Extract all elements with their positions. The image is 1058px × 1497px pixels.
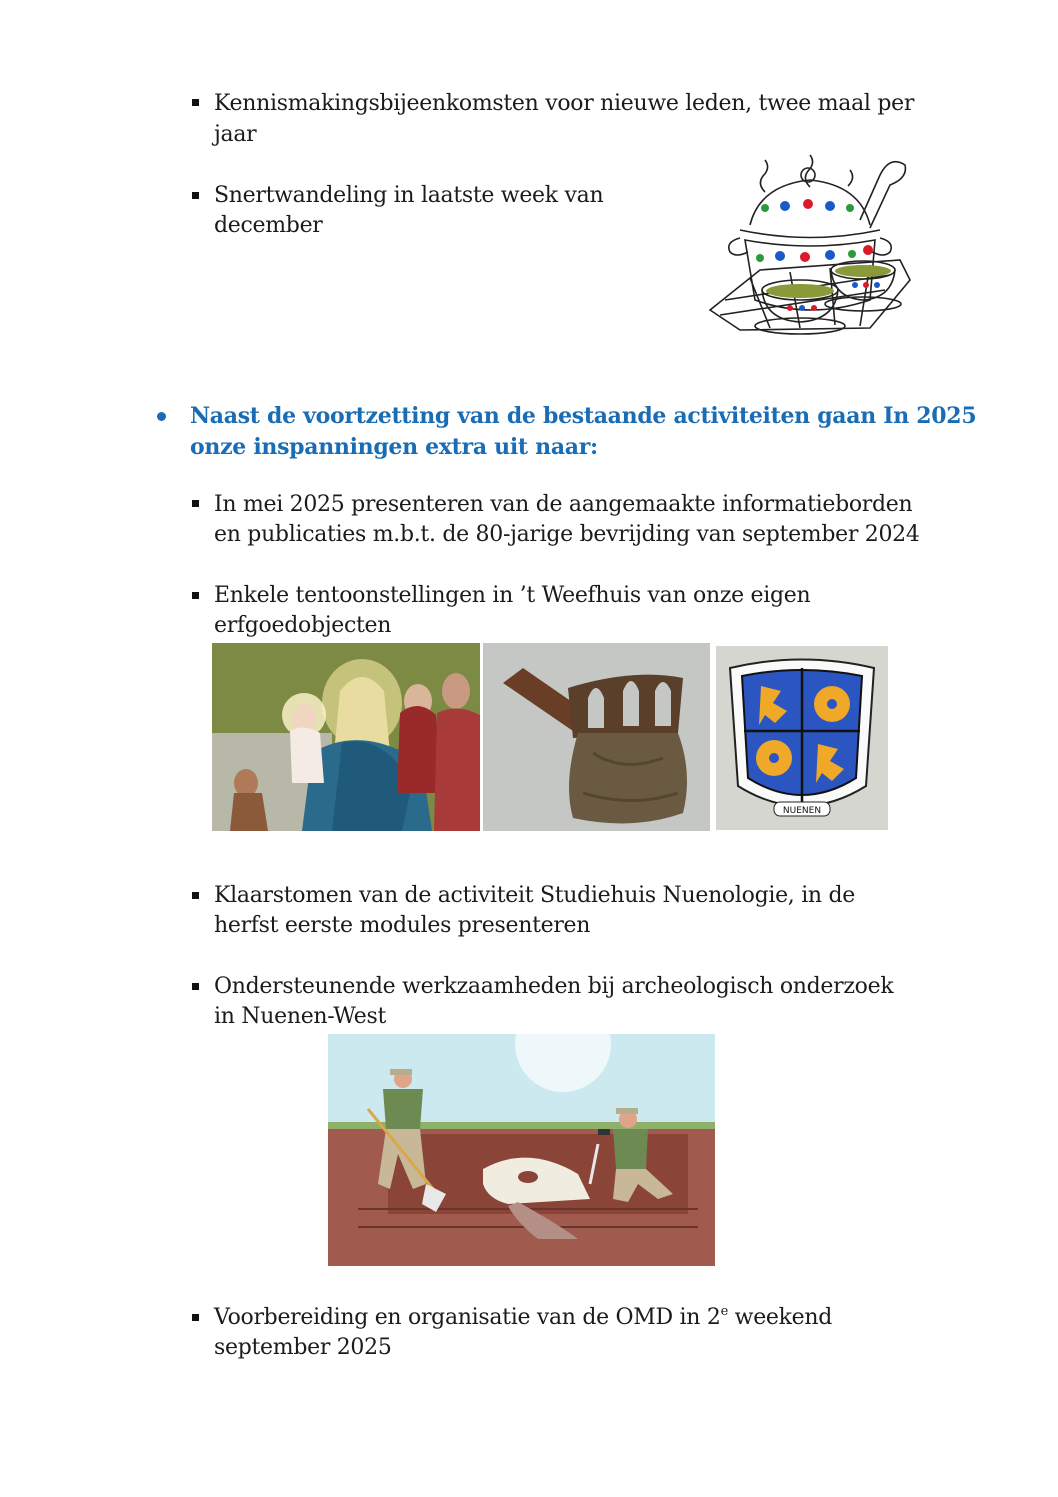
bullet-square-icon <box>192 1314 199 1321</box>
shield-label: NUENEN <box>782 806 822 816</box>
archaeologists-digging-dinosaur-skull-illustration <box>328 1034 715 1266</box>
section-heading-line: Naast de voortzetting van de bestaande activiteiten gaan In 2025 <box>190 403 977 429</box>
list-item-text: Voorbereiding en organisatie van de OMD in 2 <box>214 1305 721 1330</box>
list-item-line <box>214 1303 832 1333</box>
list-item-line: Enkele tentoonstellingen in ’t Weefhuis van onze eigen <box>214 583 811 608</box>
section-heading-line: onze inspanningen extra uit naar: <box>190 434 598 460</box>
antique-tool-image <box>483 643 710 831</box>
list-item-line: herfst eerste modules presenteren <box>214 913 591 938</box>
coat-of-arms-image <box>716 646 888 830</box>
bullet-dot-icon <box>157 412 166 421</box>
list-item-line: september 2025 <box>214 1335 392 1360</box>
list-item-line: In mei 2025 presenteren van de aangemaakte informatieborden <box>214 492 913 517</box>
list-item-line: december <box>214 213 323 238</box>
list-item-line: Snertwandeling in laatste week van <box>214 183 604 208</box>
antique-metal-tool-with-cloth-bag <box>483 643 710 831</box>
list-item-line: Klaarstomen van de activiteit Studiehuis Nuenologie, in de <box>214 883 855 908</box>
bullet-square-icon <box>192 592 199 599</box>
soup-tureen-illustration <box>700 150 920 340</box>
list-item-line: jaar <box>214 122 257 147</box>
list-item-line: en publicaties m.b.t. de 80-jarige bevrijding van september 2024 <box>214 522 920 547</box>
list-item-line: in Nuenen-West <box>214 1004 386 1029</box>
bullet-square-icon <box>192 99 199 106</box>
list-item-line: erfgoedobjecten <box>214 613 392 638</box>
archaeology-dig-image <box>328 1034 715 1266</box>
list-item-line: Ondersteunende werkzaamheden bij archeologisch onderzoek <box>214 974 894 999</box>
bullet-square-icon <box>192 192 199 199</box>
nuenen-coat-of-arms-plaque <box>716 646 888 830</box>
list-item-text: weekend <box>727 1305 833 1330</box>
superscript-ordinal: e <box>720 1304 728 1319</box>
list-item-line: Kennismakingsbijeenkomsten voor nieuwe leden, twee maal per <box>214 91 915 116</box>
bullet-square-icon <box>192 500 199 507</box>
soup-tureen-image <box>700 150 920 340</box>
bullet-square-icon <box>192 892 199 899</box>
bullet-square-icon <box>192 983 199 990</box>
holy-family-painting <box>212 643 480 831</box>
holy-family-painting-image <box>212 643 480 831</box>
